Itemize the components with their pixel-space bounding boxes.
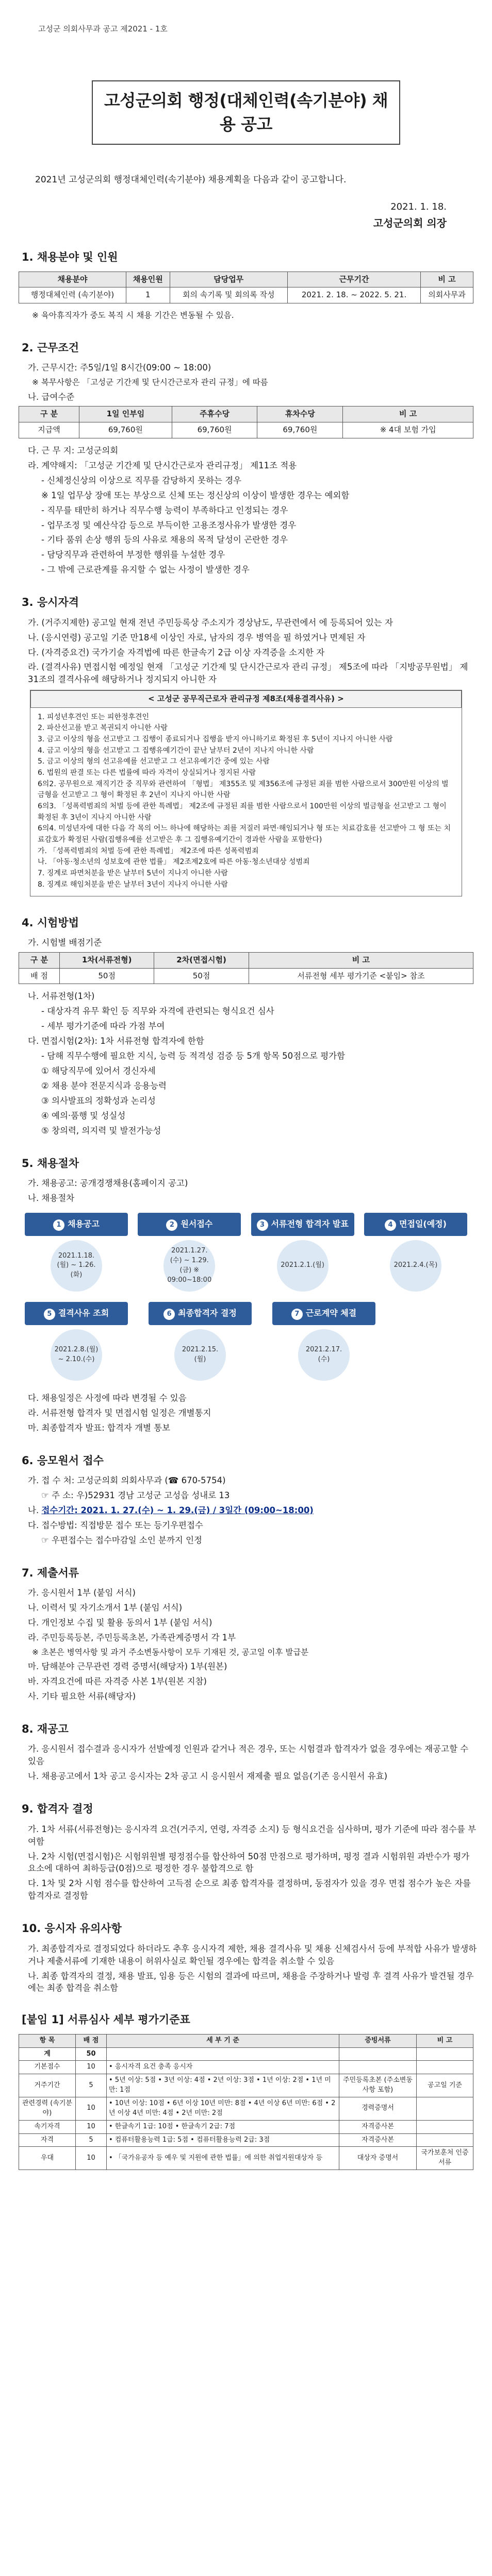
document-number: 고성군 의회사무과 공고 제2021 - 1호 — [38, 24, 168, 33]
list-item: 4. 금고 이상의 형을 선고받고 그 집행유예기간이 끝난 날부터 2년이 지나지 아니한 사람 — [38, 746, 314, 755]
table-cell — [417, 2047, 473, 2061]
step-number: 1 — [53, 1219, 64, 1231]
section-procedure — [14, 1156, 478, 1434]
table-header: 항 목 — [19, 2034, 76, 2047]
table-header: 비 고 — [343, 406, 473, 422]
table-cell: 주민등록초본 (주소변동사항 포함) — [339, 2074, 417, 2097]
list-item: - 직무를 태만히 하거나 직무수행 능력이 부족하다고 인정되는 경우 — [41, 505, 288, 515]
table-cell — [417, 2133, 473, 2147]
table-cell — [339, 2061, 417, 2074]
list-item: 다. 1차 및 2차 시험 점수를 합산하여 고득점 순으로 최종 합격자를 결정하며, 동점자가 있을 경우 면접 점수가 높은 자를 합격자로 결정함 — [28, 1878, 471, 1901]
interview: 다. 면접시험(2차): 1차 서류전형 합격자에 한함 — [28, 1036, 204, 1046]
section-title: 1. 채용분야 및 인원 — [22, 251, 118, 264]
list-item: 사. 기타 필요한 서류(해당자) — [28, 1691, 136, 1702]
table-row — [19, 2133, 473, 2147]
step-date: 2021.1.18.(월) ~ 1.26.(화) — [51, 1240, 102, 1292]
table-cell: 계 — [19, 2047, 76, 2061]
table-row — [19, 2074, 473, 2097]
table-cell: • 한글속기 1급: 10점 • 한글속기 2급: 7점 — [107, 2120, 339, 2133]
flow-step — [149, 1302, 252, 1381]
step-number: 2 — [166, 1219, 177, 1231]
table-cell — [417, 2097, 473, 2121]
table-header: 담당업무 — [170, 272, 287, 287]
list-item: 가. 응시원서 접수결과 응시자가 선발예정 인원과 같거나 적은 경우, 또는 시험결과 합격자가 없을 경우에는 재공고할 수 있음 — [28, 1744, 469, 1767]
license-requirement: 다. (자격증요건) 국가기술 자격법에 따른 한글속기 2급 이상 자격증을 소지한 자 — [28, 647, 325, 657]
table-cell: • 「국가유공자 등 예우 및 지원에 관한 법률」에 의한 취업지원대상자 등 — [107, 2147, 339, 2170]
list-item: ⑤ 창의력, 의지력 및 발전가능성 — [41, 1125, 161, 1136]
table-cell: 지급액 — [19, 422, 79, 438]
residence-requirement: 가. (거주지제한) 공고일 현재 전년 주민등록상 주소지가 경상남도, 무관련에서 에 등록되어 있는 자 — [28, 617, 393, 628]
flow-step — [138, 1213, 241, 1292]
table-cell: 2021. 2. 18. ~ 2022. 5. 21. — [287, 287, 420, 303]
list-item: 마. 담해분야 근무관련 경력 증명서(해당자) 1부(원본) — [28, 1662, 227, 1672]
pay-table — [19, 406, 473, 438]
annex-section — [14, 2012, 478, 2170]
step-date: 2021.2.1.(월) — [277, 1240, 329, 1292]
step-label: 채용공고 — [68, 1218, 100, 1229]
step-number: 4 — [385, 1219, 396, 1231]
table-header: 채용인원 — [126, 272, 170, 287]
list-item: 다. 개인정보 수집 및 활용 동의서 1부 (붙임 서식) — [28, 1617, 212, 1628]
table-cell: 69,760원 — [79, 422, 172, 438]
list-item: - 담해 직무수행에 필요한 지식, 능력 등 적격성 검증 등 5개 항목 50점으로 평가함 — [41, 1051, 346, 1061]
work-place: 다. 근 무 지: 고성군의회 — [28, 445, 119, 455]
table-cell: 대상자 증명서 — [339, 2147, 417, 2170]
section-title: 9. 합격자 결정 — [22, 1803, 93, 1816]
flow-step — [25, 1213, 128, 1292]
table-cell: 우대 — [19, 2147, 76, 2170]
list-item: 5. 금고 이상의 형의 선고유예를 선고받고 그 선고유예기간 중에 있는 사람 — [38, 757, 270, 766]
step-date: 2021.2.4.(목) — [390, 1240, 441, 1292]
section-reannouncement — [14, 1721, 478, 1783]
step-date: 2021.2.8.(월) ~ 2.10.(수) — [51, 1329, 102, 1381]
step-label: 면접일(예정) — [399, 1218, 447, 1229]
table-cell — [107, 2047, 339, 2061]
step-date: 2021.2.15.(월) — [174, 1329, 226, 1381]
list-item: 가. 1차 서류(서류전형)는 응시자격 요건(거주지, 연령, 자격증 소지) 등 형식요건을 심사하며, 평가 기준에 따라 점수를 부여함 — [28, 1824, 477, 1846]
flow-step — [272, 1302, 375, 1381]
list-item: 바. 자격요건에 따른 자격증 사본 1부(원본 지참) — [28, 1676, 207, 1687]
list-item: - 신체정신상의 이상으로 직무를 감당하지 못하는 경우 — [41, 475, 242, 485]
table-cell: 50점 — [59, 968, 154, 984]
table-row — [19, 2061, 473, 2074]
table-header: 구 분 — [19, 406, 79, 422]
list-item: ※ 1일 업무상 장애 또는 부상으로 신체 또는 정신상의 이상이 발생한 경우는 예외함 — [41, 490, 350, 500]
list-item: ③ 의사발표의 정확성과 논리성 — [41, 1095, 156, 1106]
recruit-table — [19, 272, 473, 304]
section-title: 10. 응시자 유의사항 — [22, 1922, 122, 1935]
recruit-notice: 가. 채용공고: 공개경쟁채용(홈페이지 공고) — [28, 1178, 188, 1189]
list-item: ④ 예의·품행 및 성실성 — [41, 1110, 126, 1121]
table-cell: • 응시자격 요건 충족 응시자 — [107, 2061, 339, 2074]
list-item: - 대상자격 유무 확인 등 직무와 자격에 관련되는 형식요건 심사 — [41, 1006, 274, 1016]
list-item: 6. 법원의 판결 또는 다른 법률에 따라 자격이 상실되거나 정지된 사람 — [38, 768, 256, 777]
step-label: 서류전형 합격자 발표 — [271, 1218, 349, 1229]
table-header: 근무기간 — [287, 272, 420, 287]
section-title: 5. 채용절차 — [22, 1157, 79, 1170]
table-cell: 5 — [76, 2133, 107, 2147]
score-criteria-label: 가. 시험별 배점기준 — [28, 937, 102, 947]
table-cell: 국가보훈처 인증서류 — [417, 2147, 473, 2170]
flow-step — [364, 1213, 467, 1292]
procedure-label: 나. 채용절차 — [28, 1193, 75, 1203]
step-label: 최종합격자 결정 — [178, 1308, 237, 1318]
table-cell: 서류전형 세부 평가기준 <붙임> 참조 — [249, 968, 473, 984]
table-cell — [339, 2047, 417, 2061]
list-item: 나. 채용공고에서 1차 공고 응시자는 2차 공고 시 응시원서 재제출 필요 없음(기존 응시원서 유효) — [28, 1771, 388, 1782]
table-cell: 회의 속기록 및 회의록 작성 — [170, 287, 287, 303]
list-item: ※ 초본은 병역사항 및 과거 주소변동사항이 모두 기재된 것, 공고일 이후 발급분 — [32, 1647, 309, 1657]
table-cell: 거주기간 — [19, 2074, 76, 2097]
table-header: 주휴수당 — [172, 406, 257, 422]
section-title: 6. 응모원서 접수 — [22, 1454, 104, 1467]
list-item: 7. 징계로 파면처분을 받은 날부터 5년이 지나지 아니한 사람 — [38, 869, 228, 878]
step-number: 6 — [163, 1309, 175, 1320]
disqualification-box — [30, 690, 462, 896]
list-item: 가. 「성폭력범죄의 처벌 등에 관한 특례법」 제2조에 따른 성폭력범죄 — [38, 846, 259, 855]
table-row — [19, 2097, 473, 2121]
list-item: - 그 밖에 근로관계를 유지할 수 없는 사정이 발생한 경우 — [41, 565, 250, 575]
signer: 고성군의회 의장 — [373, 217, 447, 230]
postal-note: ☞ 우편접수는 접수마감일 소인 분까지 인정 — [41, 1535, 202, 1545]
section-pass-decision — [14, 1801, 478, 1902]
section-title: 4. 시험방법 — [22, 916, 79, 929]
table-row — [19, 2147, 473, 2170]
list-item: 나. 2차 시험(면접시험)은 시험위원별 평정점수를 합산하여 50점 만점으로 평가하며, 평정 결과 시험위원 과반수가 평가요소에 대하여 최하등급(0점)으로 평정한 경우 불합격으로 함 — [28, 1851, 470, 1874]
table-cell: • 10년 이상: 10점 • 6년 이상 10년 미만: 8점 • 4년 이상 6년 미만: 6점 • 2년 이상 4년 미만: 4점 • 2년 미만: 2점 — [107, 2097, 339, 2121]
list-marker: 나. — [28, 1505, 42, 1515]
table-cell: 경력증명서 — [339, 2097, 417, 2121]
annex-title: [붙임 1] 서류심사 세부 평가기준표 — [22, 2013, 190, 2026]
table-cell: 10 — [76, 2147, 107, 2170]
list-item: 가. 최종합격자로 결정되었다 하더라도 추후 응시자격 제한, 채용 결격사유 및 채용 신체검사서 등에 부적합 사유가 발생하거나 제출서류에 기재한 내용이 허위사실로 확인될 경우에는 합격을 취소할 수 있음 — [28, 1943, 477, 1966]
step-date: 2021.1.27.(수) ~ 1.29.(금) ※ 09:00~18:00 — [163, 1240, 215, 1292]
list-item: 나. 최종 합격자의 결정, 채용 발표, 임용 등은 시험의 결과에 따르며, 채용을 주장하거나 발령 후 결격 사유가 발견될 경우에는 최종 합격을 취소함 — [28, 1971, 474, 1993]
work-hours: 가. 근무시간: 주5일/1일 8시간(09:00 ~ 18:00) — [28, 363, 211, 373]
footnote: ※ 육아휴직자가 중도 복직 시 채용 기간은 변동될 수 있음. — [32, 311, 234, 320]
step-label: 원서접수 — [181, 1218, 213, 1229]
table-cell: 10 — [76, 2097, 107, 2121]
section-documents — [14, 1565, 478, 1703]
final-announcement: 마. 최종합격자 발표: 합격자 개별 통보 — [28, 1422, 171, 1433]
step-number: 5 — [44, 1309, 55, 1320]
table-cell: 기본점수 — [19, 2061, 76, 2074]
table-header: 구 분 — [19, 952, 60, 968]
table-cell: 50 — [76, 2047, 107, 2061]
list-item: - 담당직무과 관련하여 부정한 행위를 누설한 경우 — [41, 550, 225, 560]
table-header: 증빙서류 — [339, 2034, 417, 2047]
table-header: 1차(서류전형) — [59, 952, 154, 968]
table-cell: 배 점 — [19, 968, 60, 984]
section-title: 7. 제출서류 — [22, 1566, 79, 1579]
disqualification: 라. (결격사유) 면접시험 예정일 현재 「고성군 기간제 및 단시간근로자 관리 규정」 제5조에 따라 「지방공무원법」 제31조의 결격사유에 해당하거나 정지되지 아니한 자 — [28, 662, 468, 685]
step-label: 근로계약 체결 — [305, 1308, 357, 1318]
list-item: 가. 응시원서 1부 (붙임 서식) — [28, 1588, 136, 1598]
reception-period-highlight: 접수기간: 2021. 1. 27.(수) ~ 1. 29.(금) / 3일간 (09:00~18:00) — [41, 1505, 314, 1515]
table-cell: 자격증사본 — [339, 2133, 417, 2147]
table-cell: • 5년 이상: 5점 • 3년 이상: 4점 • 2년 이상: 3점 • 1년 이상: 2점 • 1년 미만: 1점 — [107, 2074, 339, 2097]
step-number: 3 — [257, 1219, 268, 1231]
list-item: 나. 이력서 및 자기소개서 1부 (붙임 서식) — [28, 1603, 183, 1613]
pay-label: 나. 급여수준 — [28, 392, 75, 402]
announce-date: 2021. 1. 18. — [390, 201, 447, 213]
score-table — [19, 952, 473, 985]
list-item: - 업무조정 및 예산삭감 등으로 부득이한 고용조정사유가 발생한 경우 — [41, 520, 297, 530]
table-cell — [417, 2120, 473, 2133]
section-exam-method — [14, 915, 478, 1137]
evaluation-table — [19, 2034, 473, 2170]
list-item: 3. 금고 이상의 형을 선고받고 그 집행이 종료되거나 집행을 받지 아니하기로 확정된 후 5년이 지나지 아니한 사람 — [38, 735, 393, 743]
flow-step — [251, 1213, 354, 1292]
contract-termination: 라. 계약해지: 「고성군 기간제 및 단시간근로자 관리규정」 제11조 적용 — [28, 460, 297, 470]
step-date: 2021.2.17.(수) — [298, 1329, 350, 1381]
section-work-conditions — [14, 340, 478, 577]
table-header: 비 고 — [421, 272, 473, 287]
table-cell: 50점 — [154, 968, 249, 984]
table-cell: 5 — [76, 2074, 107, 2097]
table-cell: 공고일 기준 — [417, 2074, 473, 2097]
page-title: 고성군의회 행정(대체인력(속기분야) 채용 공고 — [92, 80, 400, 145]
table-cell: 1 — [126, 287, 170, 303]
reception-office: 가. 접 수 처: 고성군의회 의회사무과 (☎ 670-5754) — [28, 1476, 226, 1486]
table-cell: 자격 — [19, 2133, 76, 2147]
section-eligibility — [14, 595, 478, 896]
list-item: ② 채용 분야 전문지식과 응용능력 — [41, 1080, 167, 1091]
list-item: 라. 주민등록등본, 주민등록초본, 가족관계증명서 각 1부 — [28, 1632, 236, 1642]
step-label: 결격사유 조회 — [58, 1308, 109, 1318]
list-item: - 기타 품위 손상 행위 등의 사유로 채용의 목적 달성이 곤란한 경우 — [41, 535, 288, 545]
table-cell: 관련경력 (속기분야) — [19, 2097, 76, 2121]
box-title: < 고성군 공무직근로자 관리규정 제8조(채용결격사유) > — [30, 690, 462, 707]
table-cell — [417, 2061, 473, 2074]
table-header: 비 고 — [249, 952, 473, 968]
list-item: 나. 「아동·청소년의 성보호에 관한 법률」 제2조제2호에 따른 아동·청소년대상 성범죄 — [38, 858, 310, 867]
section-title: 8. 재공고 — [22, 1723, 69, 1736]
table-header: 배 점 — [76, 2034, 107, 2047]
table-cell: 10 — [76, 2120, 107, 2133]
list-item: 6의4. 미성년자에 대한 다음 각 목의 어느 하나에 해당하는 죄를 저질러 파면·해임되거나 형 또는 치료감호를 선고받아 그 형 또는 치료감호가 확정된 사람(집행유예를 선고받은 후 그 집행유예기간이 경과한 사람을 포함한다) — [38, 824, 451, 844]
table-header: 휴차수당 — [257, 406, 343, 422]
step-number: 7 — [291, 1309, 303, 1320]
notice-method: 라. 서류전형 합격자 및 면접시험 일정은 개별통지 — [28, 1408, 211, 1418]
section-title: 2. 근무조건 — [22, 341, 79, 354]
list-item: - 세부 평가기준에 따라 가점 부여 — [41, 1021, 165, 1031]
list-item: 2. 파산선고를 받고 복권되지 아니한 사람 — [38, 724, 168, 733]
reception-method: 다. 접수방법: 직접방문 접수 또는 등기우편접수 — [28, 1520, 203, 1530]
list-item: 6의3. 「성폭력범죄의 처벌 등에 관한 특례법」 제2조에 규정된 죄를 범한 사람으로서 100만원 이상의 벌금형을 선고받고 그 형이 확정된 후 3년이 지나지 아니한 사람 — [38, 802, 447, 822]
section-application — [14, 1453, 478, 1547]
table-cell: 자격증사본 — [339, 2120, 417, 2133]
age-requirement: 나. (응시연령) 공고일 기준 만18세 이상인 자로, 남자의 경우 병역을 필 하였거나 면제된 자 — [28, 632, 366, 642]
intro-text: 2021년 고성군의회 행정대체인력(속기분야) 채용계획을 다음과 같이 공고합니다. — [35, 174, 347, 185]
section-title: 3. 응시자격 — [22, 596, 79, 609]
list-item: 1. 피성년후견인 또는 피한정후견인 — [38, 713, 150, 721]
work-hours-note: ※ 복무사항은 「고성군 기간제 및 단시간근로자 관리 규정」에 따름 — [32, 378, 268, 387]
document-screening: 나. 서류전형(1차) — [28, 991, 95, 1002]
section-recruit-field — [14, 249, 478, 321]
section-notes — [14, 1921, 478, 1994]
list-item: 6의2. 공무원으로 재직기간 중 직무와 관련하여 「형법」 제355조 및 제356조에 규정된 죄를 범한 사람으로서 300만원 이상의 벌금형을 선고받고 그 형이 확정된 후 2년이 지나지 아니한 사람 — [38, 779, 449, 800]
procedure-flow — [25, 1213, 467, 1388]
table-header: 비 고 — [417, 2034, 473, 2047]
table-header: 세 부 기 준 — [107, 2034, 339, 2047]
table-cell: 69,760원 — [257, 422, 343, 438]
table-header: 2차(면접시험) — [154, 952, 249, 968]
table-cell: ※ 4대 보험 가입 — [343, 422, 473, 438]
flow-step — [25, 1302, 128, 1381]
schedule-note: 다. 채용일정은 사정에 따라 변경될 수 있음 — [28, 1393, 187, 1403]
table-header: 1일 인부임 — [79, 406, 172, 422]
table-cell: 행정대체인력 (속기분야) — [19, 287, 126, 303]
reception-address: ☞ 주 소: 우)52931 경남 고성군 고성읍 성내로 13 — [41, 1490, 230, 1500]
table-cell: 의회사무과 — [421, 287, 473, 303]
table-row — [19, 2047, 473, 2061]
table-row — [19, 2120, 473, 2133]
table-cell: 속기자격 — [19, 2120, 76, 2133]
table-header: 채용분야 — [19, 272, 126, 287]
table-cell: 10 — [76, 2061, 107, 2074]
reception-period — [28, 1504, 478, 1517]
table-cell: 69,760원 — [172, 422, 257, 438]
list-item: ① 해당직무에 있어서 경신자세 — [41, 1065, 156, 1076]
list-item: 8. 징계로 해임처분을 받은 날부터 3년이 지나지 아니한 사람 — [38, 880, 228, 889]
table-cell: • 컴퓨터활용능력 1급: 5점 • 컴퓨터활용능력 2급: 3점 — [107, 2133, 339, 2147]
